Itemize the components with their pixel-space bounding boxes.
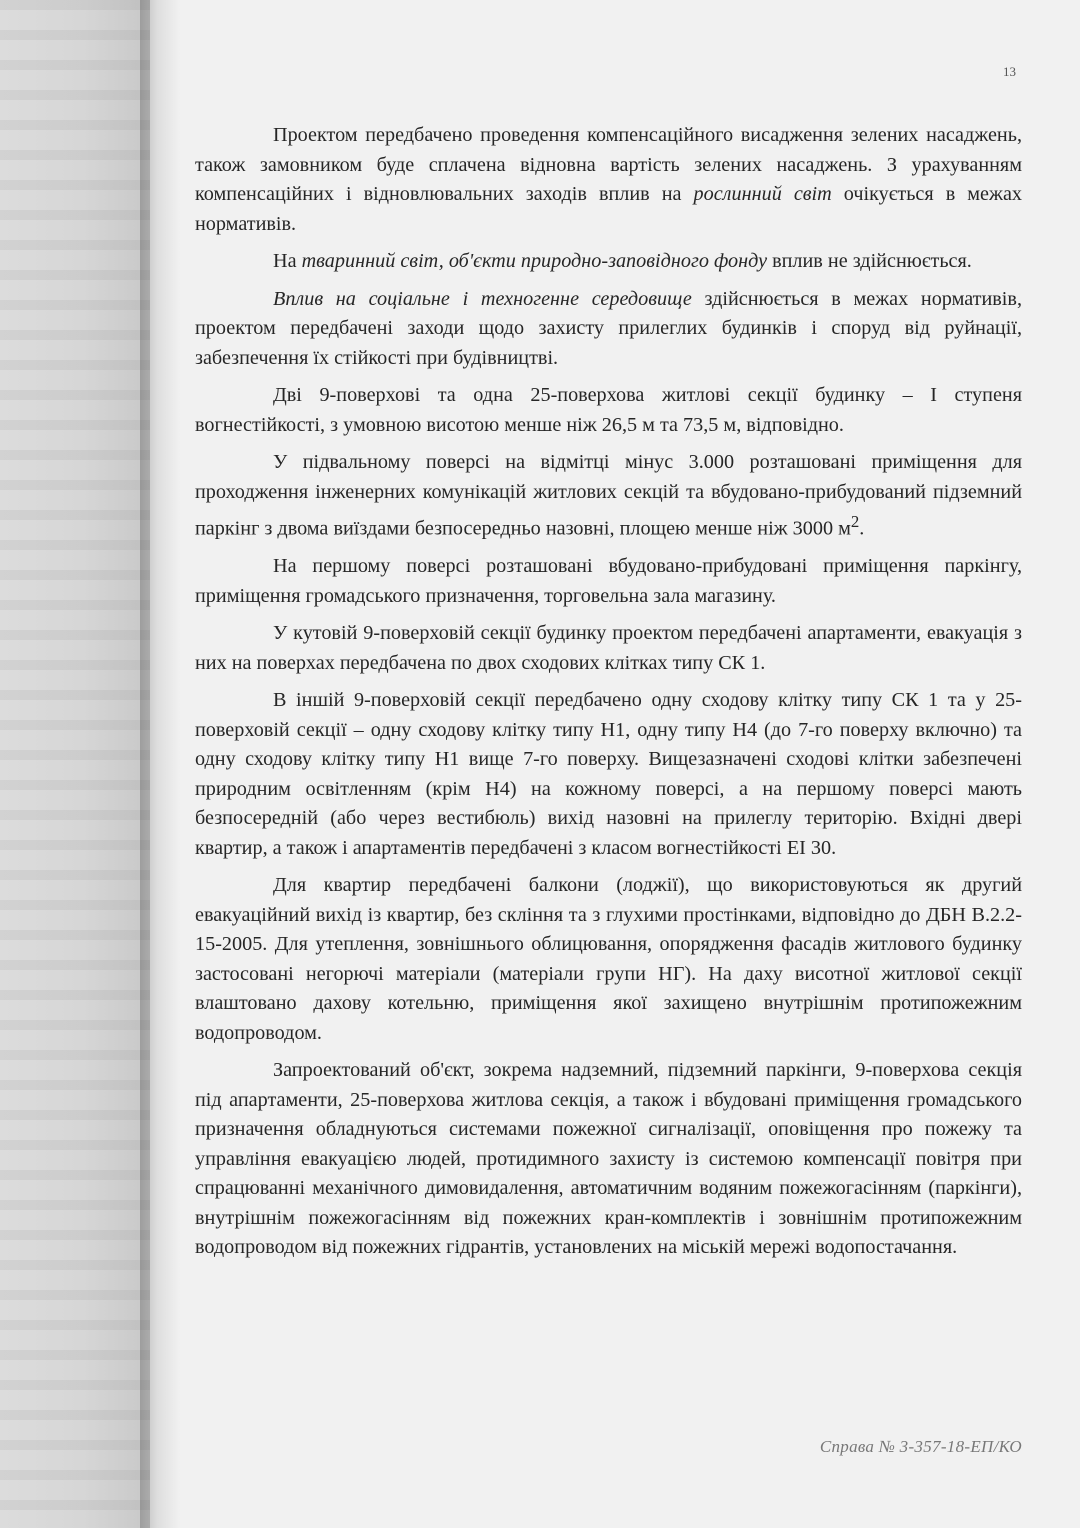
paragraph-text: На [273, 250, 302, 272]
adjacent-page-margin [0, 0, 150, 1528]
body-paragraph [195, 686, 1022, 863]
paragraph-text: очікується в межах нормативів. [195, 183, 1023, 235]
body-paragraph [195, 247, 1022, 277]
paragraph-text: На першому поверсі розташовані вбудовано-прибудовані приміщення паркінгу, приміщення громадського призначення, торговельна зала магазину. [195, 555, 1022, 607]
italic-term: тваринний світ, об'єкти природно-заповідного фонду [301, 250, 768, 272]
superscript: 2 [850, 512, 860, 531]
book-gutter-shadow [140, 0, 180, 1528]
body-paragraph [195, 285, 1022, 374]
paragraph-text: вплив не здійснюється. [767, 250, 972, 272]
body-paragraph [195, 381, 1022, 440]
paragraph-text: В іншій 9-поверховій секції передбачено одну сходову клітку типу СК 1 та у 25-поверховій секції – одну сходову клітку типу Н1, одну типу Н4 (до 7-го поверху включно) та одну сходову клітку типу Н1 вище 7-го поверху. Вищезазначені сходові клітки забезпечені природним освітленням (крім Н4) на кожному поверсі, а на першому поверсі мають безпосередній (або через вестибюль) вихід назовні на прилеглу територію. Вхідні двері квартир, а також і апартаментів передбачені з класом вогнестійкості ЕІ 30. [195, 689, 1022, 859]
paragraph-text: Дві 9-поверхові та одна 25-поверхова житлові секції будинку – І ступеня вогнестійкості, з умовною висотою менше ніж 26,5 м та 73,5 м, відповідно. [195, 384, 1022, 436]
paragraph-text: Для квартир передбачені балкони (лоджії), що використовуються як другий евакуаційний вихід із квартир, без скління та з глухими простінками, відповідно до ДБН В.2.2-15-2005. Для утеплення, зовнішнього облицювання, опорядження фасадів житлового будинку застосовані негорючі матеріали (матеріали групи НГ). На даху висотної житлової секції влаштовано дахову котельню, приміщення якої захищено внутрішнім протипожежним водопроводом. [195, 874, 1022, 1044]
body-paragraph [195, 871, 1022, 1048]
body-paragraph [195, 552, 1022, 611]
paragraph-text: здійснюється в межах нормативів, проектом передбачені заходи щодо захисту прилеглих будинків і споруд від руйнації, забезпечення їх стійкості при будівництві. [195, 287, 1022, 369]
paragraph-text: . [859, 517, 865, 540]
body-paragraph [195, 448, 1022, 544]
italic-term: рослинний світ [693, 183, 832, 205]
paragraph-text: У кутовій 9-поверховій секції будинку проектом передбачені апартаменти, евакуація з них на поверхах передбачена по двох сходових клітках типу СК 1. [195, 622, 1022, 674]
page-number: 13 [1003, 64, 1016, 79]
case-number-footer: Справа № 3-357-18-ЕП/КО [819, 1437, 1022, 1456]
paragraph-text: У підвальному поверсі на відмітці мінус 3.000 розташовані приміщення для проходження інженерних комунікацій житлових секцій та вбудовано-прибудований підземний паркінг з двома виїздами безпосередньо назовні, площею менше ніж 3000 м [195, 451, 1022, 540]
body-paragraph [195, 619, 1022, 678]
document-body [195, 121, 1022, 1271]
paragraph-text: Проектом передбачено проведення компенсаційного висадження зелених насаджень, також замовником буде сплачена відновна вартість зелених насаджень. З урахуванням компенсаційних і відновлювальних заходів вплив на [195, 124, 1022, 205]
italic-term: Вплив на соціальне і техногенне середовище [273, 287, 692, 310]
body-paragraph [195, 121, 1022, 239]
body-paragraph [195, 1056, 1022, 1263]
paragraph-text: Запроектований об'єкт, зокрема надземний, підземний паркінги, 9-поверхова секція під апартаменти, 25-поверхова житлова секція, а також і вбудовані приміщення громадського призначення обладнуються системами пожежної сигналізації, оповіщення про пожежу та управління евакуацією людей, протидимного захисту із системою компенсації повітря при спрацюванні механічного димовидалення, автоматичним водяним пожежогасінням (паркінги), внутрішнім пожежогасінням від пожежних кран-комплектів і зовнішнім протипожежним водопроводом від пожежних гідрантів, установлених на міській мережі водопостачання. [195, 1059, 1022, 1259]
